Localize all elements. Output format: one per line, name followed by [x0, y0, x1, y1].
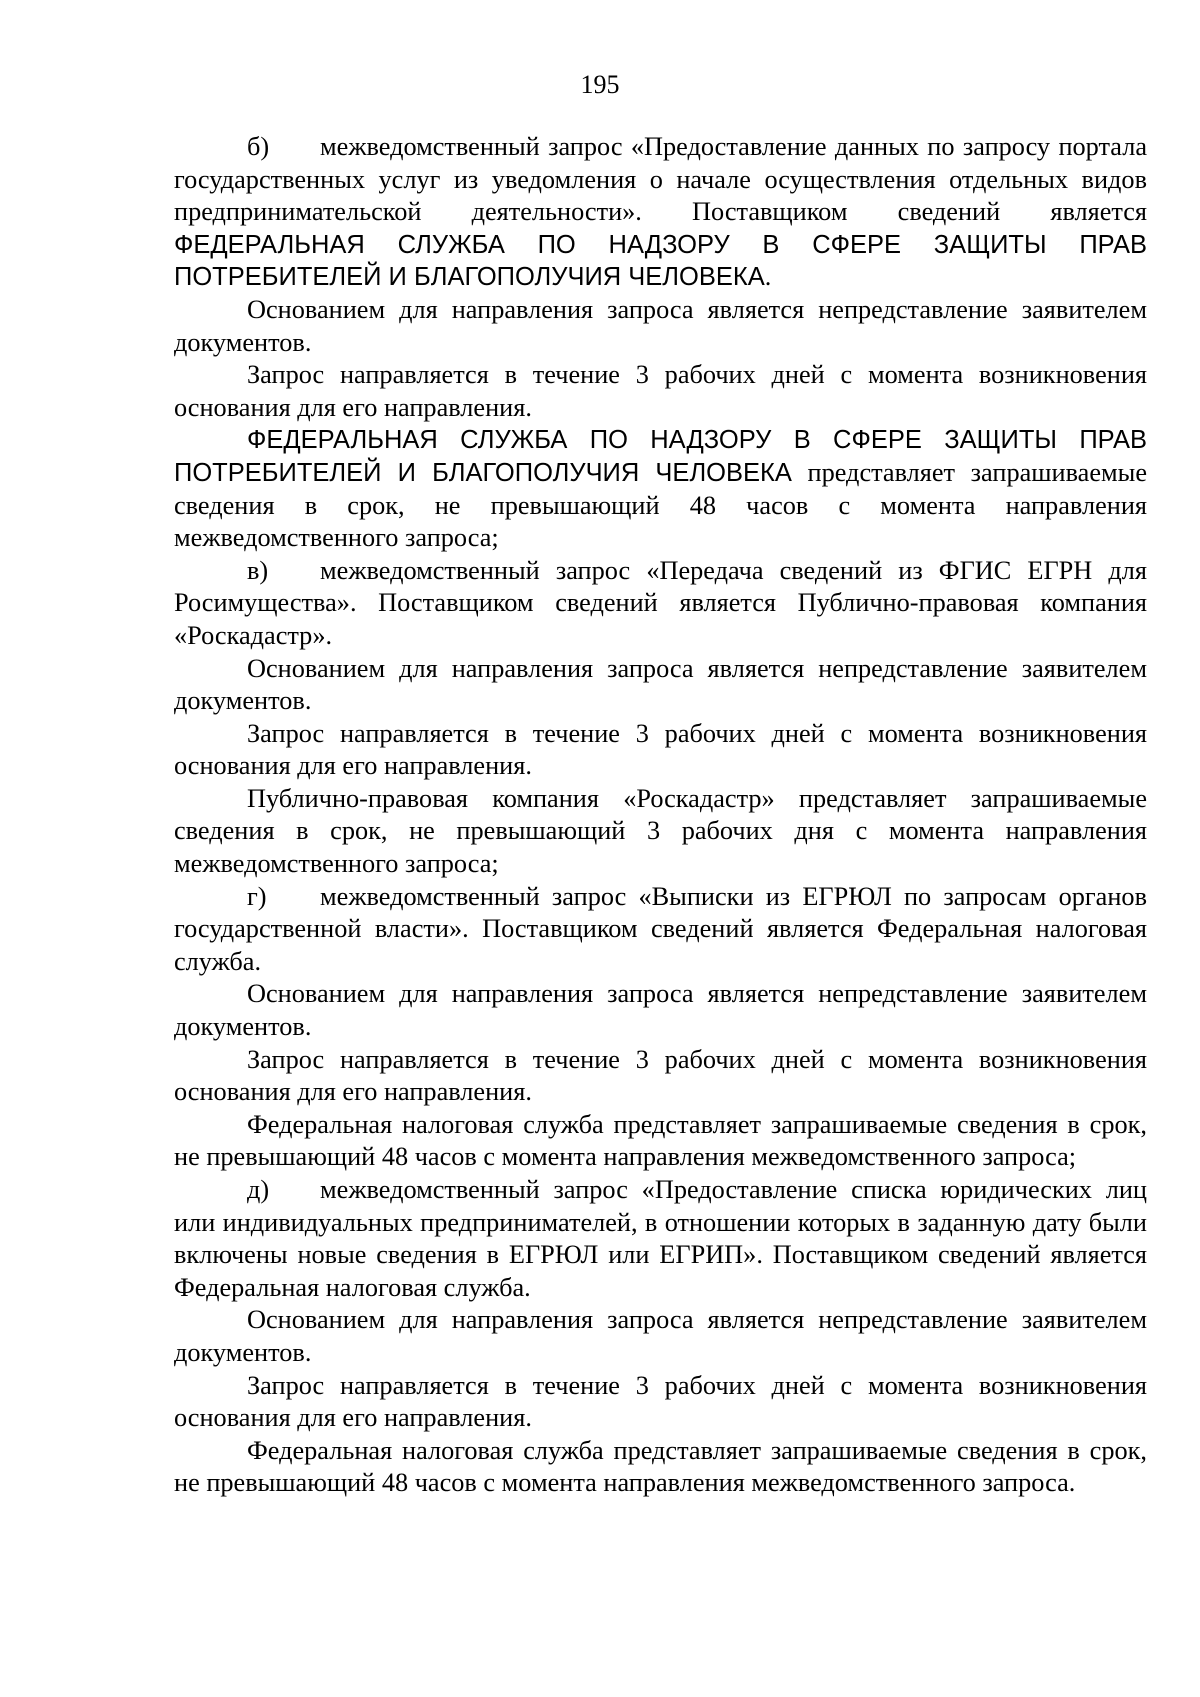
supplier-name-caps: ФЕДЕРАЛЬНАЯ СЛУЖБА ПО НАДЗОРУ В СФЕРЕ ЗАЩИТЫ ПРАВ ПОТРЕБИТЕЛЕЙ И БЛАГОПОЛУЧИЯ ЧЕЛОВЕКА — [174, 230, 1147, 292]
response-paragraph: Федеральная налоговая служба представляет запрашиваемые сведения в срок, не превышающий 48 часов с момента направления межведомственного запроса. — [174, 1435, 1147, 1498]
response-paragraph: Публично-правовая компания «Роскадастр» представляет запрашиваемые сведения в срок, не превышающий 3 рабочих дня с момента направления межведомственного запроса; — [174, 783, 1147, 879]
timing-paragraph: Запрос направляется в течение 3 рабочих дней с момента возникновения основания для его направления. — [174, 718, 1147, 781]
basis-paragraph: Основанием для направления запроса является непредставление заявителем документов. — [174, 1305, 1147, 1367]
item-v-paragraph — [174, 555, 1147, 653]
item-g-paragraph — [174, 881, 1147, 979]
item-b-text: межведомственный запрос «Предоставление данных по запросу портала государственных услуг из уведомления о начале осуществления отдельных видов предпринимательской деятельности». Поставщиком сведений является — [174, 132, 1147, 227]
supplier-name-caps: ФЕДЕРАЛЬНАЯ СЛУЖБА ПО НАДЗОРУ В СФЕРЕ ЗАЩИТЫ ПРАВ ПОТРЕБИТЕЛЕЙ И БЛАГОПОЛУЧИЯ ЧЕЛОВЕКА — [174, 426, 1147, 487]
response-paragraph — [174, 424, 1147, 554]
item-d-text: межведомственный запрос «Предоставление списка юридических лиц или индивидуальных предпринимателей, в отношении которых в заданную дату были включены новые сведения в ЕГРЮЛ или ЕГРИП». Поставщиком сведений является Федеральная налоговая служба. — [174, 1175, 1147, 1302]
item-b-end: . — [764, 262, 772, 292]
item-v-marker: в) — [247, 555, 269, 585]
document-body — [174, 131, 1147, 1500]
item-g-text: межведомственный запрос «Выписки из ЕГРЮЛ по запросам органов государственной власти». Поставщиком сведений является Федеральная налоговая служба. — [174, 881, 1147, 976]
item-b-paragraph — [174, 131, 1147, 294]
timing-paragraph: Запрос направляется в течение 3 рабочих дней с момента возникновения основания для его направления. — [174, 1044, 1147, 1107]
page-number: 195 — [580, 70, 620, 99]
item-d-marker: д) — [247, 1175, 270, 1204]
basis-paragraph: Основанием для направления запроса является непредставление заявителем документов. — [174, 294, 1147, 357]
item-g-marker: г) — [247, 881, 267, 911]
item-d-paragraph — [174, 1174, 1147, 1304]
response-paragraph: Федеральная налоговая служба представляет запрашиваемые сведения в срок, не превышающий 48 часов с момента направления межведомственного запроса; — [174, 1109, 1147, 1172]
basis-paragraph: Основанием для направления запроса является непредставление заявителем документов. — [174, 979, 1147, 1042]
basis-paragraph: Основанием для направления запроса является непредставление заявителем документов. — [174, 653, 1147, 716]
timing-paragraph: Запрос направляется в течение 3 рабочих дней с момента возникновения основания для его направления. — [174, 1370, 1147, 1433]
response-text: представляет запрашиваемые сведения в срок, не превышающий 48 часов с момента направления межведомственного запроса; — [174, 457, 1147, 553]
item-v-text: межведомственный запрос «Передача сведений из ФГИС ЕГРН для Росимущества». Поставщиком сведений является Публично-правовая компания «Роскадастр». — [174, 555, 1147, 650]
timing-paragraph: Запрос направляется в течение 3 рабочих дней с момента возникновения основания для его направления. — [174, 360, 1147, 422]
item-b-marker: б) — [247, 132, 270, 161]
